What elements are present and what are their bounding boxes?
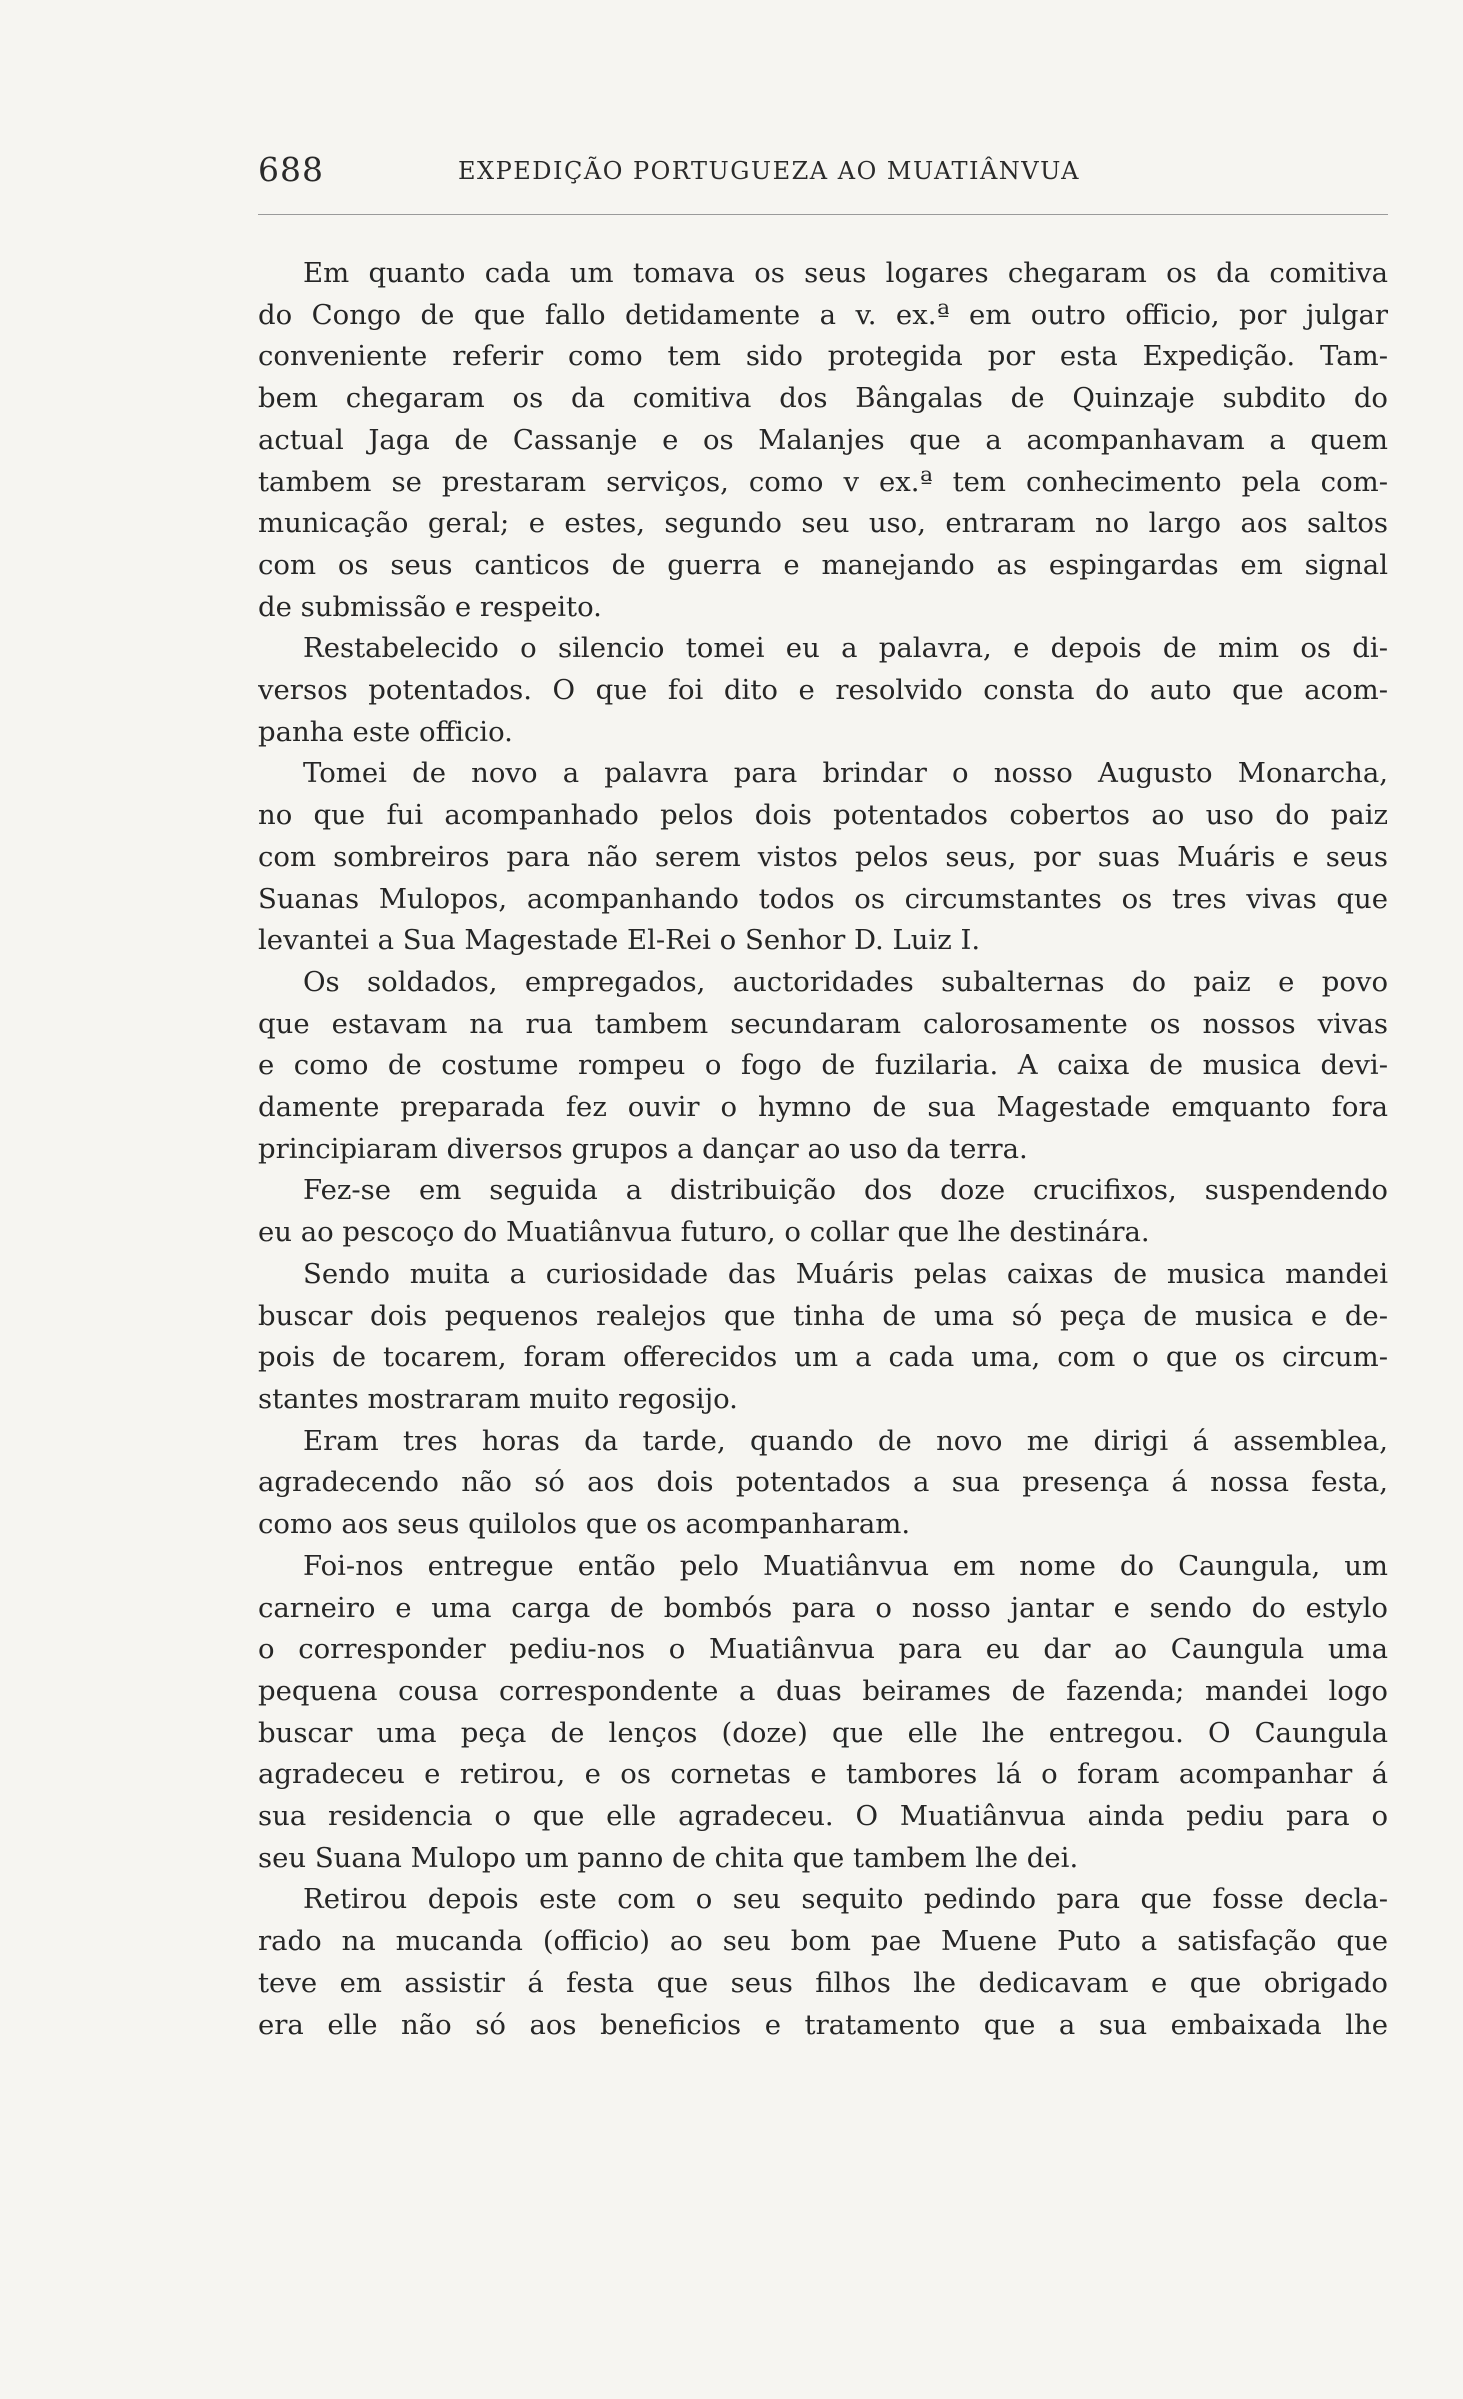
header-rule	[258, 214, 1388, 215]
text-line: Os soldados, empregados, auctoridades subalternas do paiz e povo	[303, 965, 1388, 998]
text-line: como aos seus quilolos que os acompanharam.	[258, 1508, 911, 1541]
text-line: agradecendo não só aos dois potentados a sua presença á nossa festa,	[258, 1466, 1388, 1499]
text-line: bem chegaram os da comitiva dos Bângalas de Quinzaje subdito do	[258, 382, 1388, 415]
text-line: principiaram diversos grupos a dançar ao uso da terra.	[258, 1132, 1028, 1165]
paragraph	[258, 1879, 1388, 2046]
text-line: agradeceu e retirou, e os cornetas e tambores lá o foram acompanhar á	[258, 1758, 1388, 1791]
text-line: Suanas Mulopos, acompanhando todos os circumstantes os tres vivas que	[258, 882, 1388, 915]
text-line: teve em assistir á festa que seus filhos lhe dedicavam e que obrigado	[258, 1966, 1388, 1999]
paragraph	[258, 962, 1388, 1171]
text-line: e como de costume rompeu o fogo de fuzilaria. A caixa de musica devi-	[258, 1049, 1388, 1082]
running-title: EXPEDIÇÃO PORTUGUEZA AO MUATIÂNVUA	[458, 157, 1080, 185]
text-line: Em quanto cada um tomava os seus logares chegaram os da comitiva	[303, 257, 1388, 289]
text-line: damente preparada fez ouvir o hymno de sua Magestade emquanto fora	[258, 1091, 1388, 1124]
text-line: buscar uma peça de lenços (doze) que elle lhe entregou. O Caungula	[258, 1716, 1388, 1749]
text-line: era elle não só aos beneficios e tratamento que a sua embaixada lhe	[258, 2008, 1388, 2041]
text-line: com sombreiros para não serem vistos pelos seus, por suas Muáris e seus	[258, 840, 1388, 873]
paragraph	[258, 628, 1388, 753]
text-line: com os seus canticos de guerra e manejando as espingardas em signal	[258, 548, 1388, 581]
paragraph	[258, 1254, 1388, 1421]
text-line: eu ao pescoço do Muatiânvua futuro, o collar que lhe destinára.	[258, 1216, 1150, 1249]
text-line: Foi-nos entregue então pelo Muatiânvua em nome do Caungula, um	[303, 1549, 1388, 1582]
text-line: que estavam na rua tambem secundaram calorosamente os nossos vivas	[258, 1007, 1388, 1040]
paragraph	[258, 1546, 1388, 1880]
text-line: levantei a Sua Magestade El-Rei o Senhor D. Luiz I.	[258, 924, 981, 957]
text-line: de submissão e respeito.	[258, 590, 602, 623]
text-line: do Congo de que fallo detidamente a v. ex.ª em outro officio, por julgar	[258, 298, 1388, 331]
text-line: tambem se prestaram serviços, como v ex.ª tem conhecimento pela com-	[258, 465, 1388, 498]
text-line: Retirou depois este com o seu sequito pedindo para que fosse decla-	[303, 1883, 1388, 1916]
text-line: pequena cousa correspondente a duas beirames de fazenda; mandei logo	[258, 1674, 1388, 1707]
text-line: no que fui acompanhado pelos dois potentados cobertos ao uso do paiz	[258, 799, 1388, 832]
page-number: 688	[258, 150, 324, 189]
text-line: pois de tocarem, foram offerecidos um a cada uma, com o que os circum-	[258, 1341, 1388, 1374]
text-line: stantes mostraram muito regosijo.	[258, 1382, 738, 1415]
text-line: o corresponder pediu-nos o Muatiânvua para eu dar ao Caungula uma	[258, 1633, 1388, 1666]
paragraph	[258, 1421, 1388, 1546]
text-line: conveniente referir como tem sido protegida por esta Expedição. Tam-	[258, 340, 1388, 373]
text-line: sua residencia o que elle agradeceu. O Muatiânvua ainda pediu para o	[258, 1800, 1388, 1833]
paragraph	[258, 753, 1388, 962]
text-line: Sendo muita a curiosidade das Muáris pelas caixas de musica mandei	[303, 1257, 1388, 1290]
text-line: Fez-se em seguida a distribuição dos doze crucifixos, suspendendo	[303, 1174, 1388, 1207]
text-line: municação geral; e estes, segundo seu uso, entraram no largo aos saltos	[258, 507, 1388, 540]
text-line: seu Suana Mulopo um panno de chita que tambem lhe dei.	[258, 1841, 1079, 1874]
text-line: Restabelecido o silencio tomei eu a palavra, e depois de mim os di-	[303, 632, 1388, 665]
text-line: buscar dois pequenos realejos que tinha de uma só peça de musica e de-	[258, 1299, 1388, 1332]
text-line: carneiro e uma carga de bombós para o nosso jantar e sendo do estylo	[258, 1591, 1388, 1624]
text-line: versos potentados. O que foi dito e resolvido consta do auto que acom-	[258, 674, 1388, 707]
text-line: Tomei de novo a palavra para brindar o nosso Augusto Monarcha,	[303, 757, 1388, 790]
page-header	[258, 150, 1388, 200]
text-line: rado na mucanda (officio) ao seu bom pae Muene Puto a satisfação que	[258, 1925, 1388, 1958]
text-line: panha este officio.	[258, 715, 513, 748]
body-text	[258, 253, 1388, 2046]
text-line: Eram tres horas da tarde, quando de novo me dirigi á assemblea,	[303, 1424, 1388, 1457]
paragraph	[258, 253, 1388, 628]
text-line: actual Jaga de Cassanje e os Malanjes que a acompanhavam a quem	[258, 423, 1388, 456]
paragraph	[258, 1170, 1388, 1253]
